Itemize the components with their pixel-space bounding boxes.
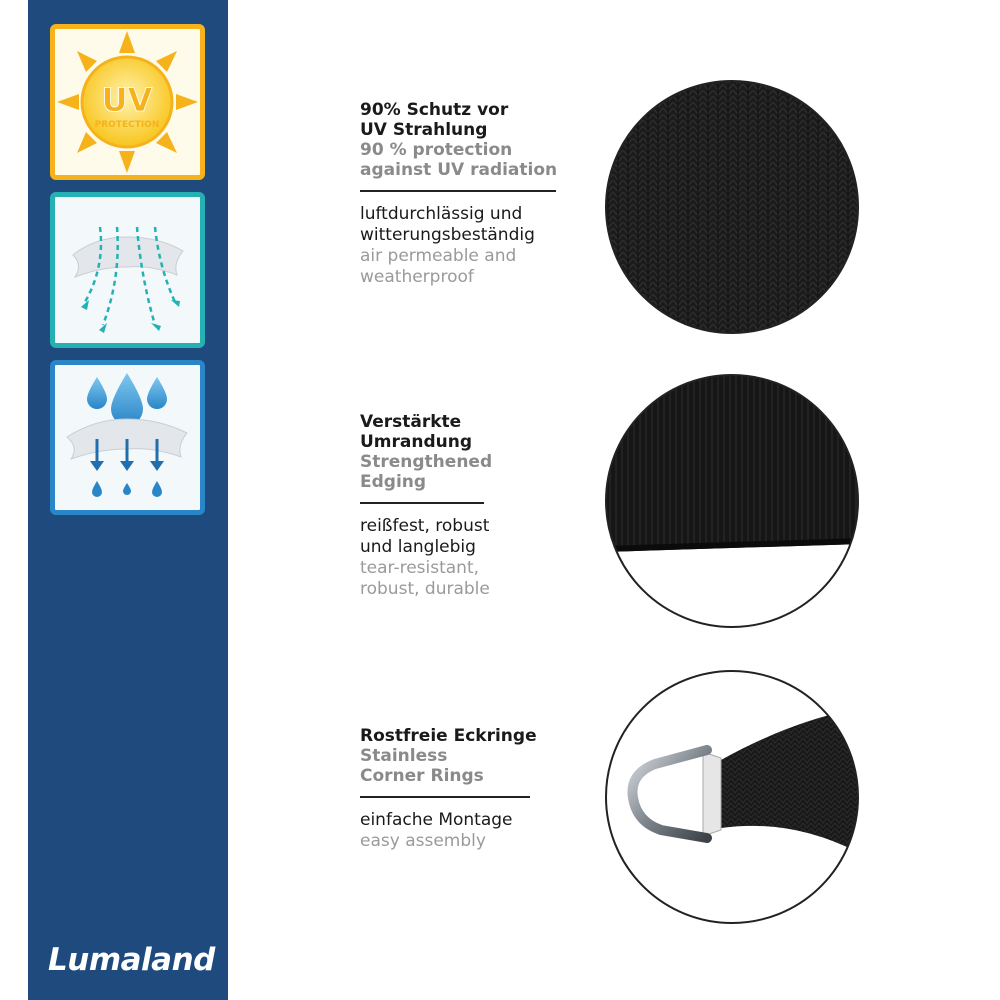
weatherproof-icon	[50, 360, 205, 515]
brand-sidebar	[28, 0, 228, 1000]
feature-desc-de: einfache Montage	[360, 810, 513, 830]
divider	[360, 796, 530, 798]
uv-label: UV	[101, 81, 153, 119]
feature-desc-de: luftdurchlässig und witterungsbeständig	[360, 204, 535, 245]
feature-title-de: Verstärkte Umrandung	[360, 412, 473, 452]
brand-logo: Lumaland	[48, 942, 215, 978]
feature-title-de: 90% Schutz vor UV Strahlung	[360, 100, 509, 140]
air-permeable-icon	[50, 192, 205, 348]
protection-label: PROTECTION	[94, 120, 160, 130]
feature-title-en: Strengthened Edging	[360, 452, 493, 492]
feature-desc-de: reißfest, robust und langlebig	[360, 516, 490, 557]
feature-desc-en: easy assembly	[360, 831, 486, 851]
feature-desc-en: tear-resistant, robust, durable	[360, 558, 490, 599]
feature-title-en: Stainless Corner Rings	[360, 746, 484, 786]
uv-protection-icon	[50, 24, 205, 180]
feature-title-de: Rostfreie Eckringe	[360, 726, 537, 746]
corner-ring-image	[603, 668, 861, 926]
feature-desc-en: air permeable and weatherproof	[360, 246, 517, 287]
fabric-texture-image	[603, 78, 861, 336]
feature-corner-rings	[360, 726, 600, 852]
divider	[360, 502, 484, 504]
feature-edging	[360, 412, 600, 600]
feature-uv-protection	[360, 100, 600, 288]
feature-title-en: 90 % protection against UV radiation	[360, 140, 558, 180]
divider	[360, 190, 556, 192]
edging-image	[603, 372, 861, 630]
